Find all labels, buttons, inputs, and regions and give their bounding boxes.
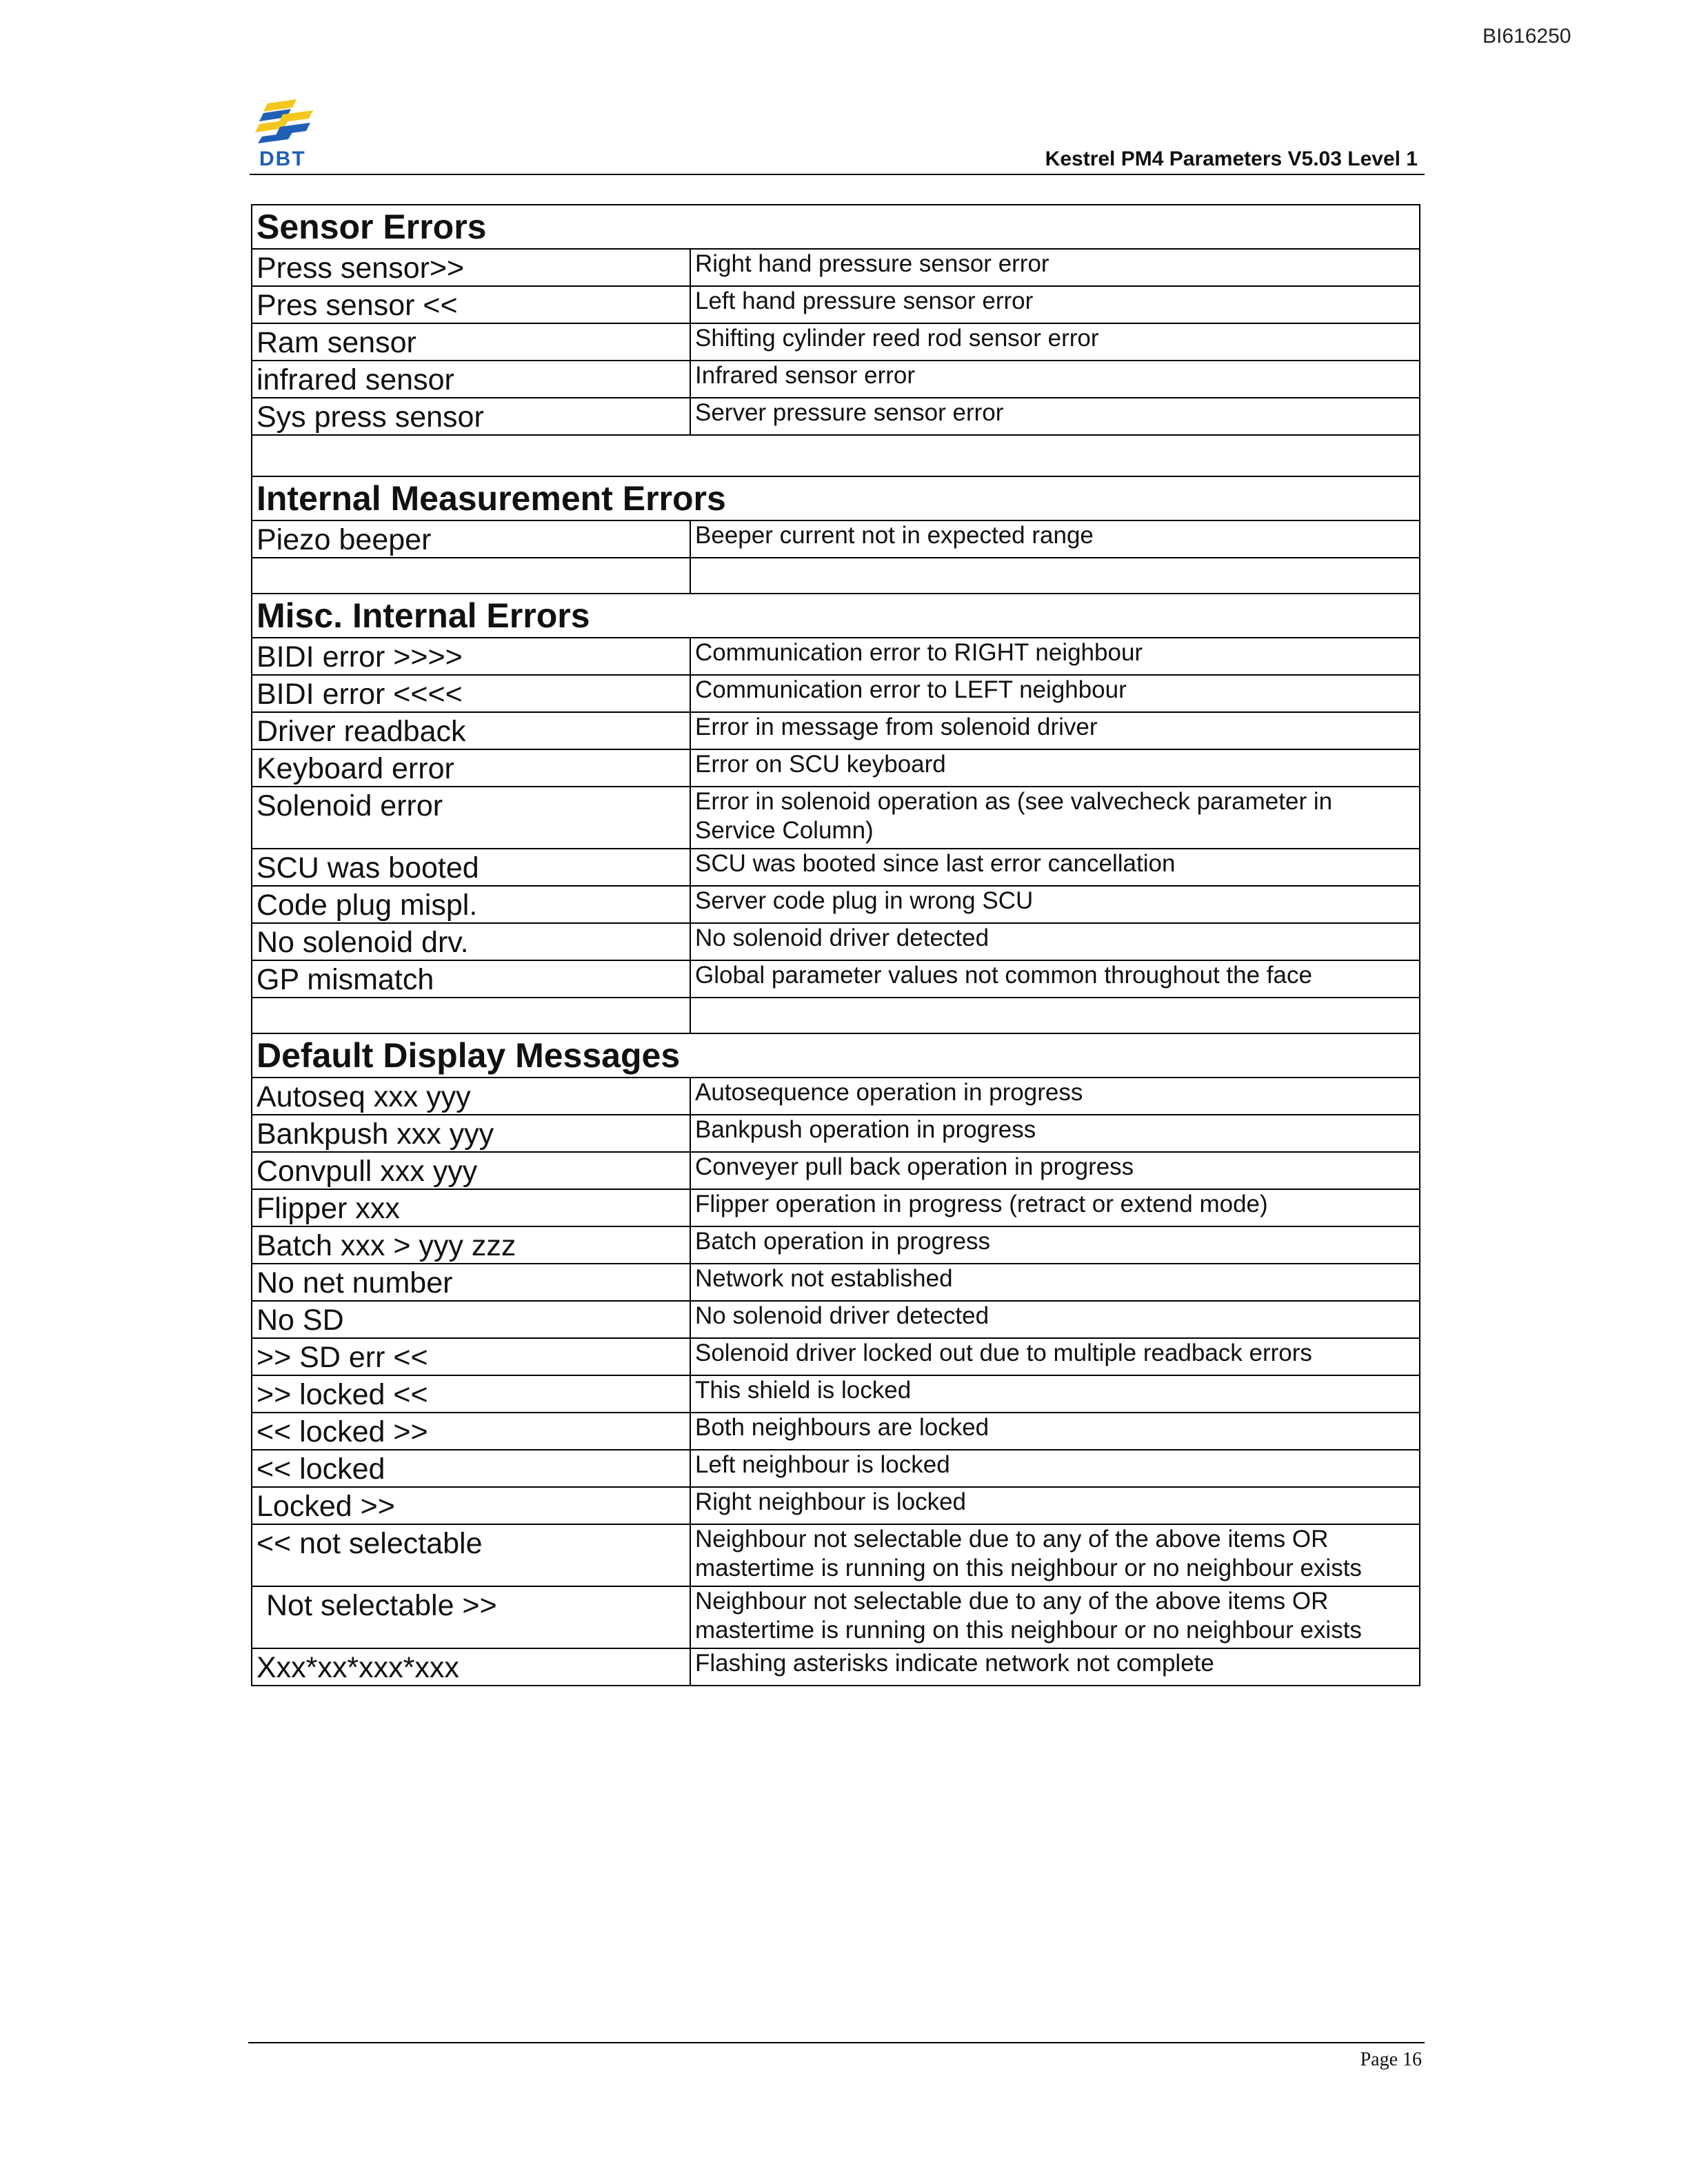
message-name: Sys press sensor — [252, 398, 690, 435]
table-row — [252, 1487, 1420, 1524]
message-description: Bankpush operation in progress — [690, 1115, 1420, 1152]
spacer-row — [252, 435, 1420, 476]
description-line: Service Column) — [695, 817, 874, 844]
table-row — [252, 1524, 1420, 1586]
message-description: Error on SCU keyboard — [690, 749, 1420, 787]
message-description: Batch operation in progress — [690, 1226, 1420, 1264]
message-description: Communication error to LEFT neighbour — [690, 675, 1420, 712]
table-row — [252, 1648, 1420, 1686]
message-name: Driver readback — [252, 712, 690, 749]
table-row — [252, 1189, 1420, 1226]
message-name: Not selectable >> — [252, 1586, 690, 1648]
message-name: Ram sensor — [252, 323, 690, 361]
table-row — [252, 1264, 1420, 1301]
message-name: No net number — [252, 1264, 690, 1301]
table-row — [252, 886, 1420, 923]
message-description — [690, 787, 1420, 849]
description-line: Error in solenoid operation as (see valvecheck parameter in — [695, 788, 1333, 815]
message-description: Flipper operation in progress (retract or extend mode) — [690, 1189, 1420, 1226]
table-row — [252, 1301, 1420, 1338]
empty-cell — [252, 558, 690, 594]
message-name: << not selectable — [252, 1524, 690, 1586]
message-description: Server pressure sensor error — [690, 398, 1420, 435]
message-name: >> locked << — [252, 1375, 690, 1413]
message-description: Autosequence operation in progress — [690, 1078, 1420, 1115]
message-name: No solenoid drv. — [252, 923, 690, 960]
document-title: Kestrel PM4 Parameters V5.03 Level 1 — [1045, 148, 1418, 170]
description-line: mastertime is running on this neighbour or no neighbour exists — [695, 1617, 1362, 1644]
description-line: mastertime is running on this neighbour or no neighbour exists — [695, 1555, 1362, 1581]
description-line: Neighbour not selectable due to any of the above items OR — [695, 1588, 1329, 1615]
section-header-row — [252, 594, 1420, 638]
section-header-row — [252, 476, 1420, 520]
message-name: GP mismatch — [252, 960, 690, 998]
message-name: BIDI error <<<< — [252, 675, 690, 712]
message-name: Bankpush xxx yyy — [252, 1115, 690, 1152]
svg-text:DBT: DBT — [259, 148, 306, 170]
table-row — [252, 1152, 1420, 1189]
message-description: SCU was booted since last error cancellation — [690, 849, 1420, 886]
section-header-row — [252, 205, 1420, 249]
section-title: Sensor Errors — [252, 205, 1420, 249]
message-description: Shifting cylinder reed rod sensor error — [690, 323, 1420, 361]
message-name: infrared sensor — [252, 361, 690, 398]
message-description: Flashing asterisks indicate network not complete — [690, 1648, 1420, 1686]
header-divider — [250, 174, 1425, 175]
message-name: << locked — [252, 1450, 690, 1487]
empty-cell — [252, 998, 690, 1033]
message-name: << locked >> — [252, 1413, 690, 1450]
message-description: Communication error to RIGHT neighbour — [690, 638, 1420, 675]
message-name: Xxx*xx*xxx*xxx — [252, 1648, 690, 1686]
message-description: No solenoid driver detected — [690, 1301, 1420, 1338]
message-description: This shield is locked — [690, 1375, 1420, 1413]
description-line: Neighbour not selectable due to any of the above items OR — [695, 1526, 1329, 1553]
table-row — [252, 1375, 1420, 1413]
table-row — [252, 1413, 1420, 1450]
spacer-row — [252, 558, 1420, 594]
message-name: Batch xxx > yyy zzz — [252, 1226, 690, 1264]
table-row — [252, 249, 1420, 286]
table-row — [252, 1115, 1420, 1152]
message-name: SCU was booted — [252, 849, 690, 886]
table-row — [252, 286, 1420, 323]
dbt-logo — [255, 97, 317, 172]
message-name: >> SD err << — [252, 1338, 690, 1375]
section-header-row — [252, 1033, 1420, 1078]
table-row — [252, 323, 1420, 361]
message-description: Conveyer pull back operation in progress — [690, 1152, 1420, 1189]
message-name: Press sensor>> — [252, 249, 690, 286]
empty-cell — [690, 558, 1420, 594]
message-description: Left neighbour is locked — [690, 1450, 1420, 1487]
message-name: Solenoid error — [252, 787, 690, 849]
message-name: Flipper xxx — [252, 1189, 690, 1226]
message-description: No solenoid driver detected — [690, 923, 1420, 960]
table-row — [252, 1338, 1420, 1375]
message-description — [690, 1586, 1420, 1648]
table-row — [252, 712, 1420, 749]
message-description: Infrared sensor error — [690, 361, 1420, 398]
table-row — [252, 923, 1420, 960]
table-row — [252, 1226, 1420, 1264]
message-description: Right neighbour is locked — [690, 1487, 1420, 1524]
message-description: Server code plug in wrong SCU — [690, 886, 1420, 923]
parameters-table — [251, 204, 1420, 1686]
empty-cell — [252, 435, 1420, 476]
message-name: No SD — [252, 1301, 690, 1338]
table-row — [252, 960, 1420, 998]
message-name: Keyboard error — [252, 749, 690, 787]
message-name: Autoseq xxx yyy — [252, 1078, 690, 1115]
table-row — [252, 787, 1420, 849]
table-row — [252, 398, 1420, 435]
message-description: Beeper current not in expected range — [690, 520, 1420, 558]
table-row — [252, 520, 1420, 558]
message-description: Right hand pressure sensor error — [690, 249, 1420, 286]
section-title: Default Display Messages — [252, 1033, 1420, 1078]
message-description: Error in message from solenoid driver — [690, 712, 1420, 749]
table-row — [252, 1078, 1420, 1115]
message-name: Piezo beeper — [252, 520, 690, 558]
message-description: Left hand pressure sensor error — [690, 286, 1420, 323]
table-row — [252, 749, 1420, 787]
page-number: Page 16 — [1360, 2049, 1422, 2070]
message-description: Network not established — [690, 1264, 1420, 1301]
table-row — [252, 675, 1420, 712]
table-row — [252, 849, 1420, 886]
message-name: Convpull xxx yyy — [252, 1152, 690, 1189]
message-description: Global parameter values not common throughout the face — [690, 960, 1420, 998]
footer-divider — [248, 2042, 1425, 2043]
message-name: Pres sensor << — [252, 286, 690, 323]
table-row — [252, 361, 1420, 398]
section-title: Misc. Internal Errors — [252, 594, 1420, 638]
section-title: Internal Measurement Errors — [252, 476, 1420, 520]
document-id: BI616250 — [1483, 25, 1571, 48]
spacer-row — [252, 998, 1420, 1033]
table-row — [252, 638, 1420, 675]
message-name: Code plug mispl. — [252, 886, 690, 923]
empty-cell — [690, 998, 1420, 1033]
message-name: BIDI error >>>> — [252, 638, 690, 675]
message-description — [690, 1524, 1420, 1586]
message-description: Solenoid driver locked out due to multiple readback errors — [690, 1338, 1420, 1375]
message-description: Both neighbours are locked — [690, 1413, 1420, 1450]
table-row — [252, 1450, 1420, 1487]
table-row — [252, 1586, 1420, 1648]
message-name: Locked >> — [252, 1487, 690, 1524]
